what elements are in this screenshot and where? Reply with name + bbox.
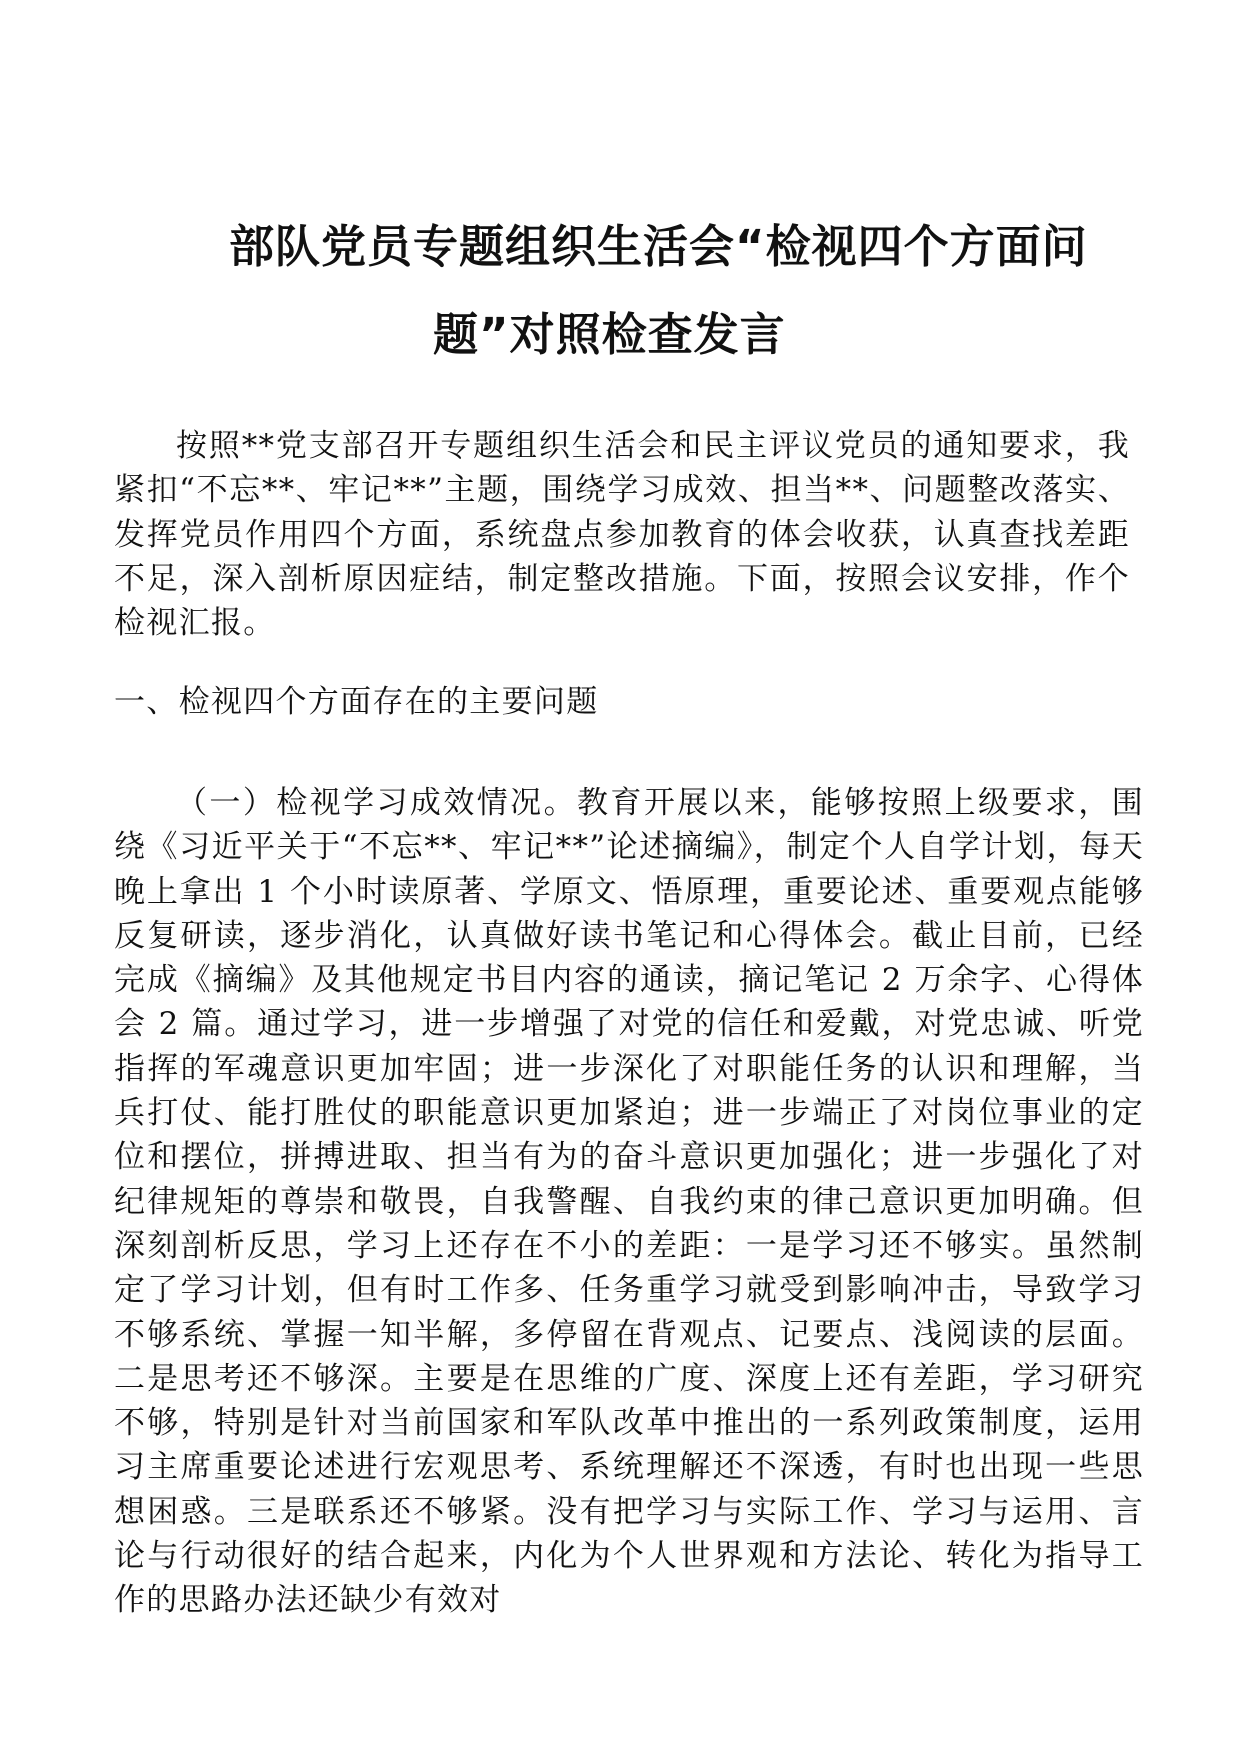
intro-paragraph: 按照**党支部召开专题组织生活会和民主评议党员的通知要求，我紧扣“不忘**、牢记**”主题，围绕学习成效、担当**、问题整改落实、发挥党员作用四个方面，系统盘点参加教育的体会收获，认真查找差距不足，深入剖析原因症结，制定整改措施。下面，按照会议安排，作个检视汇报。: [114, 428, 1130, 642]
document-title-line-2: 题”对照检查发言: [433, 308, 786, 361]
section-heading-1: 一、检视四个方面存在的主要问题: [114, 684, 599, 720]
section-1-paragraph: （一）检视学习成效情况。教育开展以来，能够按照上级要求，围绕《习近平关于“不忘**、牢记**”论述摘编》，制定个人自学计划，每天晚上拿出 1 个小时读原著、学原文、悟原理，重要论述、重要观点能够反复研读，逐步消化，认真做好读书笔记和心得体会。截止目前，已经完成《摘编》及其他规定书目内容的通读，摘记笔记 2 万余字、心得体会 2 篇。通过学习，进一步增强了对党的信任和爱戴，对党忠诚、听党指挥的军魂意识更加牢固；进一步深化了对职能任务的认识和理解，当兵打仗、能打胜仗的职能意识更加紧迫；进一步端正了对岗位事业的定位和摆位，拼搏进取、担当有为的奋斗意识更加强化；进一步强化了对纪律规矩的尊崇和敬畏，自我警醒、自我约束的律己意识更加明确。但深刻剖析反思，学习上还存在不小的差距：一是学习还不够实。虽然制定了学习计划，但有时工作多、任务重学习就受到影响冲击，导致学习不够系统、掌握一知半解，多停留在背观点、记要点、浅阅读的层面。二是思考还不够深。主要是在思维的广度、深度上还有差距，学习研究不够，特别是针对当前国家和军队改革中推出的一系列政策制度，运用习主席重要论述进行宏观思考、系统理解还不深透，有时也出现一些思想困惑。三是联系还不够紧。没有把学习与实际工作、学习与运用、言论与行动很好的结合起来，内化为个人世界观和方法论、转化为指导工作的思路办法还缺少有效对: [114, 785, 1144, 1619]
document-title-line-1: 部队党员专题组织生活会“检视四个方面问: [229, 220, 1088, 273]
